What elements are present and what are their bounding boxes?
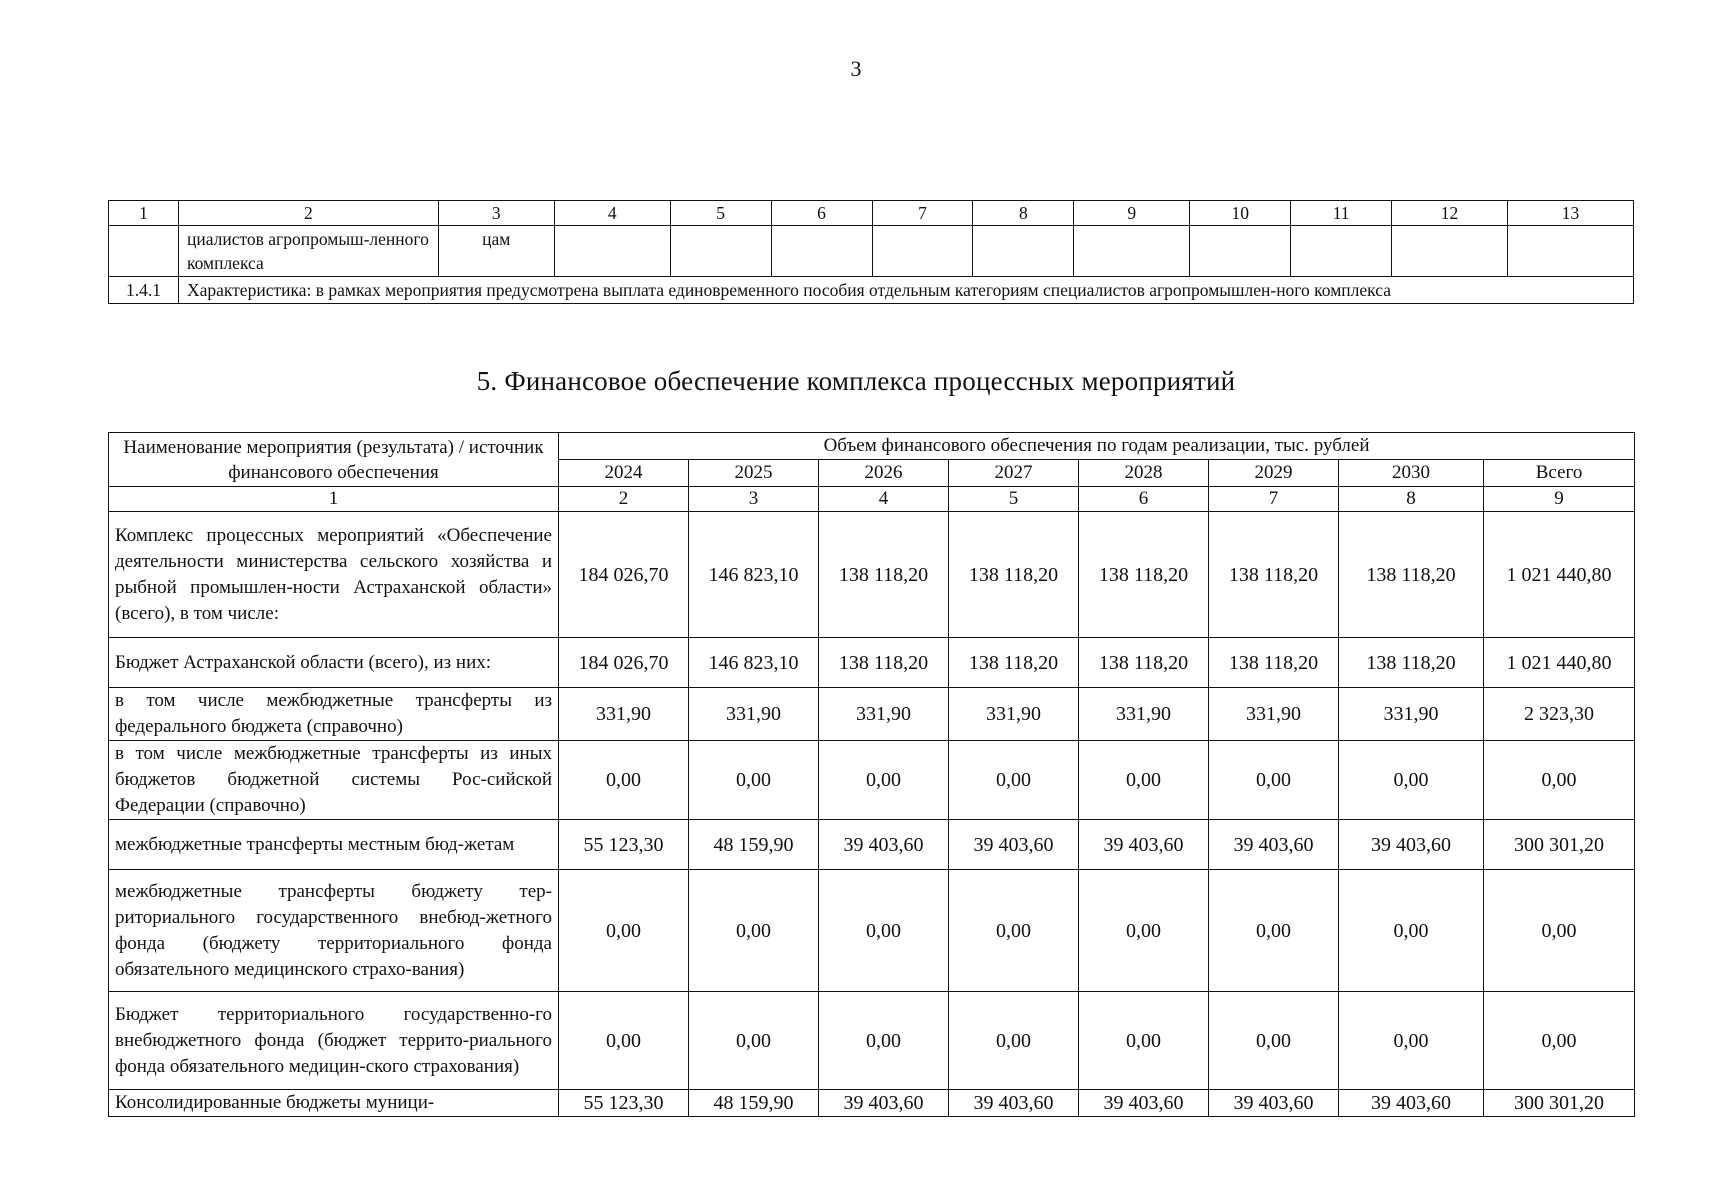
amount-cell: 0,00 <box>1209 870 1339 992</box>
amount-cell: 0,00 <box>1209 992 1339 1090</box>
amount-cell: 39 403,60 <box>1339 820 1484 870</box>
amount-cell: 0,00 <box>819 870 949 992</box>
amount-cell: 0,00 <box>1079 870 1209 992</box>
column-number: 1 <box>109 487 559 512</box>
column-number: 7 <box>1209 487 1339 512</box>
funding-source-name: в том числе межбюджетные трансферты из иных бюджетов бюджетной системы Рос-сийской Федерации (справочно) <box>109 741 559 820</box>
table-row <box>109 512 1635 638</box>
amount-cell: 138 118,20 <box>949 638 1079 688</box>
amount-cell: 138 118,20 <box>1079 512 1209 638</box>
amount-cell: 300 301,20 <box>1484 1090 1635 1117</box>
amount-cell: 1 021 440,80 <box>1484 638 1635 688</box>
column-number-row <box>109 487 1635 512</box>
amount-cell: 39 403,60 <box>1209 820 1339 870</box>
page-number: 3 <box>850 56 862 81</box>
amount-cell: 39 403,60 <box>1079 820 1209 870</box>
amount-cell: 0,00 <box>949 992 1079 1090</box>
header-name-cell: Наименование мероприятия (результата) / источник финансового обеспечения <box>109 433 559 487</box>
table-row <box>109 820 1635 870</box>
year-header-cell: 2028 <box>1079 460 1209 487</box>
column-number: 6 <box>1079 487 1209 512</box>
year-header-cell: 2027 <box>949 460 1079 487</box>
column-number: 2 <box>178 201 438 226</box>
measure-name-cell: циалистов агропромыш-ленного комплекса <box>178 226 438 277</box>
amount-cell: 138 118,20 <box>1209 512 1339 638</box>
column-number: 3 <box>438 201 554 226</box>
amount-cell: 48 159,90 <box>689 1090 819 1117</box>
amount-cell: 138 118,20 <box>1339 638 1484 688</box>
amount-cell: 0,00 <box>819 741 949 820</box>
amount-cell: 0,00 <box>1484 870 1635 992</box>
row-code-cell: 1.4.1 <box>109 277 179 304</box>
amount-cell: 0,00 <box>1484 741 1635 820</box>
amount-cell: 184 026,70 <box>559 638 689 688</box>
amount-cell: 0,00 <box>559 870 689 992</box>
amount-cell: 300 301,20 <box>1484 820 1635 870</box>
amount-cell: 146 823,10 <box>689 638 819 688</box>
amount-cell: 39 403,60 <box>819 1090 949 1117</box>
column-number: 6 <box>771 201 872 226</box>
column-number: 8 <box>973 201 1074 226</box>
amount-cell: 331,90 <box>559 688 689 741</box>
column-number: 10 <box>1190 201 1291 226</box>
amount-cell: 39 403,60 <box>1339 1090 1484 1117</box>
year-header-cell: 2029 <box>1209 460 1339 487</box>
amount-cell: 0,00 <box>559 992 689 1090</box>
amount-cell: 39 403,60 <box>1209 1090 1339 1117</box>
amount-cell: 1 021 440,80 <box>1484 512 1635 638</box>
table-row <box>109 870 1635 992</box>
amount-cell: 0,00 <box>689 870 819 992</box>
column-number: 2 <box>559 487 689 512</box>
amount-cell: 0,00 <box>819 992 949 1090</box>
amount-cell: 39 403,60 <box>1079 1090 1209 1117</box>
amount-cell: 0,00 <box>949 870 1079 992</box>
amount-cell: 55 123,30 <box>559 820 689 870</box>
funding-source-name: межбюджетные трансферты местным бюд-жетам <box>109 820 559 870</box>
funding-source-name: Консолидированные бюджеты муници- <box>109 1090 559 1117</box>
amount-cell: 0,00 <box>689 741 819 820</box>
column-number: 7 <box>872 201 973 226</box>
column-number: 3 <box>689 487 819 512</box>
amount-cell: 138 118,20 <box>819 638 949 688</box>
characteristic-cell: Характеристика: в рамках мероприятия предусмотрена выплата единовременного пособия отдельным категориям специалистов агропромышлен-ного комплекса <box>178 277 1633 304</box>
table-row <box>109 741 1635 820</box>
financing-table <box>108 432 1635 1117</box>
amount-cell: 0,00 <box>1339 992 1484 1090</box>
amount-cell: 138 118,20 <box>949 512 1079 638</box>
amount-cell: 184 026,70 <box>559 512 689 638</box>
amount-cell: 138 118,20 <box>819 512 949 638</box>
funding-source-name: Бюджет Астраханской области (всего), из них: <box>109 638 559 688</box>
measures-table-continuation <box>108 200 1634 304</box>
amount-cell: 39 403,60 <box>949 820 1079 870</box>
header-volume-cell: Объем финансового обеспечения по годам реализации, тыс. рублей <box>559 433 1635 460</box>
amount-cell: 138 118,20 <box>1209 638 1339 688</box>
amount-cell: 331,90 <box>1209 688 1339 741</box>
amount-cell: 0,00 <box>949 741 1079 820</box>
amount-cell: 331,90 <box>949 688 1079 741</box>
year-header-cell: 2024 <box>559 460 689 487</box>
column-number: 9 <box>1484 487 1635 512</box>
funding-source-name: Бюджет территориального государственно-го внебюджетного фонда (бюджет террито-риального фонда обязательного медицин-ского страхования) <box>109 992 559 1090</box>
funding-source-name: Комплекс процессных мероприятий «Обеспечение деятельности министерства сельского хозяйства и рыбной промышлен-ности Астраханской области» (всего), в том числе: <box>109 512 559 638</box>
amount-cell: 0,00 <box>1484 992 1635 1090</box>
amount-cell: 0,00 <box>1079 741 1209 820</box>
table-row <box>109 992 1635 1090</box>
unit-cell: цам <box>438 226 554 277</box>
column-number: 12 <box>1392 201 1508 226</box>
amount-cell: 0,00 <box>1209 741 1339 820</box>
year-header-cell: 2030 <box>1339 460 1484 487</box>
column-number: 8 <box>1339 487 1484 512</box>
column-number-row <box>109 201 1634 226</box>
row-code-cell <box>109 226 179 277</box>
amount-cell: 39 403,60 <box>949 1090 1079 1117</box>
amount-cell: 0,00 <box>1339 870 1484 992</box>
amount-cell: 138 118,20 <box>1339 512 1484 638</box>
column-number: 1 <box>109 201 179 226</box>
amount-cell: 331,90 <box>1079 688 1209 741</box>
table-row <box>109 226 1634 277</box>
amount-cell: 0,00 <box>559 741 689 820</box>
funding-source-name: межбюджетные трансферты бюджету тер-риториального государственного внебюд-жетного фонда (бюджету территориального фонда обязательного медицинского страхо-вания) <box>109 870 559 992</box>
amount-cell: 2 323,30 <box>1484 688 1635 741</box>
amount-cell: 0,00 <box>1339 741 1484 820</box>
amount-cell: 146 823,10 <box>689 512 819 638</box>
amount-cell: 331,90 <box>1339 688 1484 741</box>
column-number: 4 <box>819 487 949 512</box>
column-number: 5 <box>670 201 771 226</box>
year-header-cell: 2026 <box>819 460 949 487</box>
column-number: 9 <box>1074 201 1190 226</box>
column-number: 5 <box>949 487 1079 512</box>
table-row <box>109 277 1634 304</box>
table-row <box>109 688 1635 741</box>
column-number: 11 <box>1291 201 1392 226</box>
amount-cell: 48 159,90 <box>689 820 819 870</box>
year-header-cell: Всего <box>1484 460 1635 487</box>
amount-cell: 0,00 <box>689 992 819 1090</box>
table-row <box>109 1090 1635 1117</box>
amount-cell: 331,90 <box>819 688 949 741</box>
amount-cell: 331,90 <box>689 688 819 741</box>
funding-source-name: в том числе межбюджетные трансферты из федерального бюджета (справочно) <box>109 688 559 741</box>
amount-cell: 39 403,60 <box>819 820 949 870</box>
amount-cell: 55 123,30 <box>559 1090 689 1117</box>
column-number: 4 <box>554 201 670 226</box>
section-title: 5. Финансовое обеспечение комплекса процессных мероприятий <box>476 366 1236 396</box>
column-number: 13 <box>1508 201 1634 226</box>
table-row <box>109 638 1635 688</box>
amount-cell: 138 118,20 <box>1079 638 1209 688</box>
amount-cell: 0,00 <box>1079 992 1209 1090</box>
year-header-cell: 2025 <box>689 460 819 487</box>
